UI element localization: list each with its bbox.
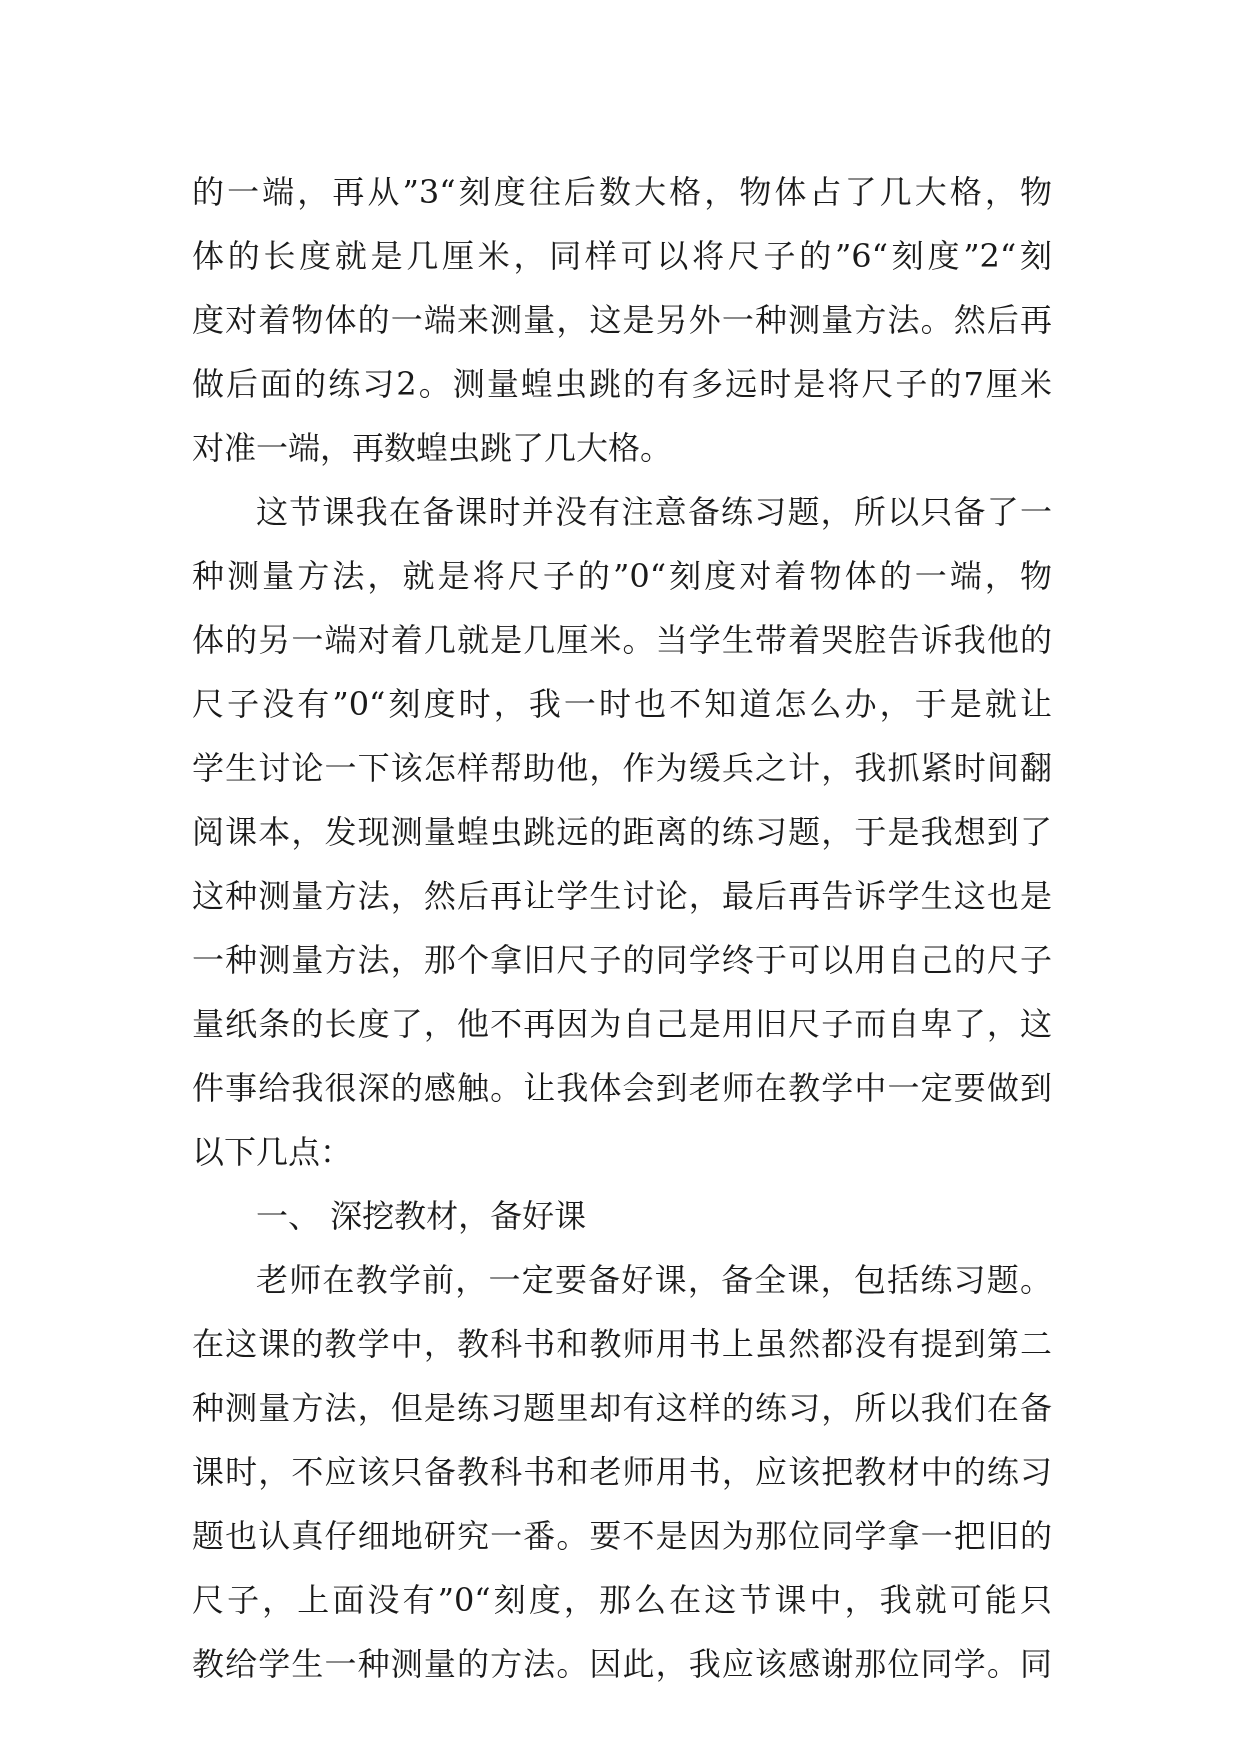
paragraph-start-line: 这节课我在备课时并没有注意备练习题，所以只备了一 xyxy=(256,493,1052,531)
text-line: 阅课本，发现测量蝗虫跳远的距离的练习题，于是我想到了 xyxy=(192,813,1052,851)
text-line: 种测量方法，但是练习题里却有这样的练习，所以我们在备 xyxy=(192,1389,1052,1427)
text-line: 种测量方法，就是将尺子的”0“刻度对着物体的一端，物 xyxy=(192,557,1052,595)
text-line: 对准一端，再数蝗虫跳了几大格。 xyxy=(192,429,673,467)
text-line: 在这课的教学中，教科书和教师用书上虽然都没有提到第二 xyxy=(192,1325,1052,1363)
text-line: 件事给我很深的感触。让我体会到老师在教学中一定要做到 xyxy=(192,1069,1052,1107)
text-line: 体的长度就是几厘米，同样可以将尺子的”6“刻度”2“刻 xyxy=(192,237,1052,275)
section-heading: 一、 深挖教材，备好课 xyxy=(256,1197,587,1235)
text-line: 学生讨论一下该怎样帮助他，作为缓兵之计，我抓紧时间翻 xyxy=(192,749,1052,787)
text-line: 教给学生一种测量的方法。因此，我应该感谢那位同学。同 xyxy=(192,1645,1052,1683)
text-line: 题也认真仔细地研究一番。要不是因为那位同学拿一把旧的 xyxy=(192,1517,1052,1555)
text-line: 以下几点： xyxy=(192,1133,353,1171)
text-line: 的一端，再从”3“刻度往后数大格，物体占了几大格，物 xyxy=(192,173,1052,211)
text-line: 量纸条的长度了，他不再因为自己是用旧尺子而自卑了，这 xyxy=(192,1005,1052,1043)
text-line: 尺子没有”0“刻度时，我一时也不知道怎么办，于是就让 xyxy=(192,685,1052,723)
text-line: 体的另一端对着几就是几厘米。当学生带着哭腔告诉我他的 xyxy=(192,621,1052,659)
paragraph-start-line: 老师在教学前，一定要备好课，备全课，包括练习题。 xyxy=(256,1261,1052,1299)
body-text xyxy=(192,160,1052,1696)
text-line: 一种测量方法，那个拿旧尺子的同学终于可以用自己的尺子 xyxy=(192,941,1052,979)
text-line: 做后面的练习2。测量蝗虫跳的有多远时是将尺子的7厘米 xyxy=(192,365,1052,403)
text-line: 尺子，上面没有”0“刻度，那么在这节课中，我就可能只 xyxy=(192,1581,1052,1619)
text-line: 度对着物体的一端来测量，这是另外一种测量方法。然后再 xyxy=(192,301,1052,339)
text-line: 这种测量方法，然后再让学生讨论，最后再告诉学生这也是 xyxy=(192,877,1052,915)
text-line: 课时，不应该只备教科书和老师用书，应该把教材中的练习 xyxy=(192,1453,1052,1491)
